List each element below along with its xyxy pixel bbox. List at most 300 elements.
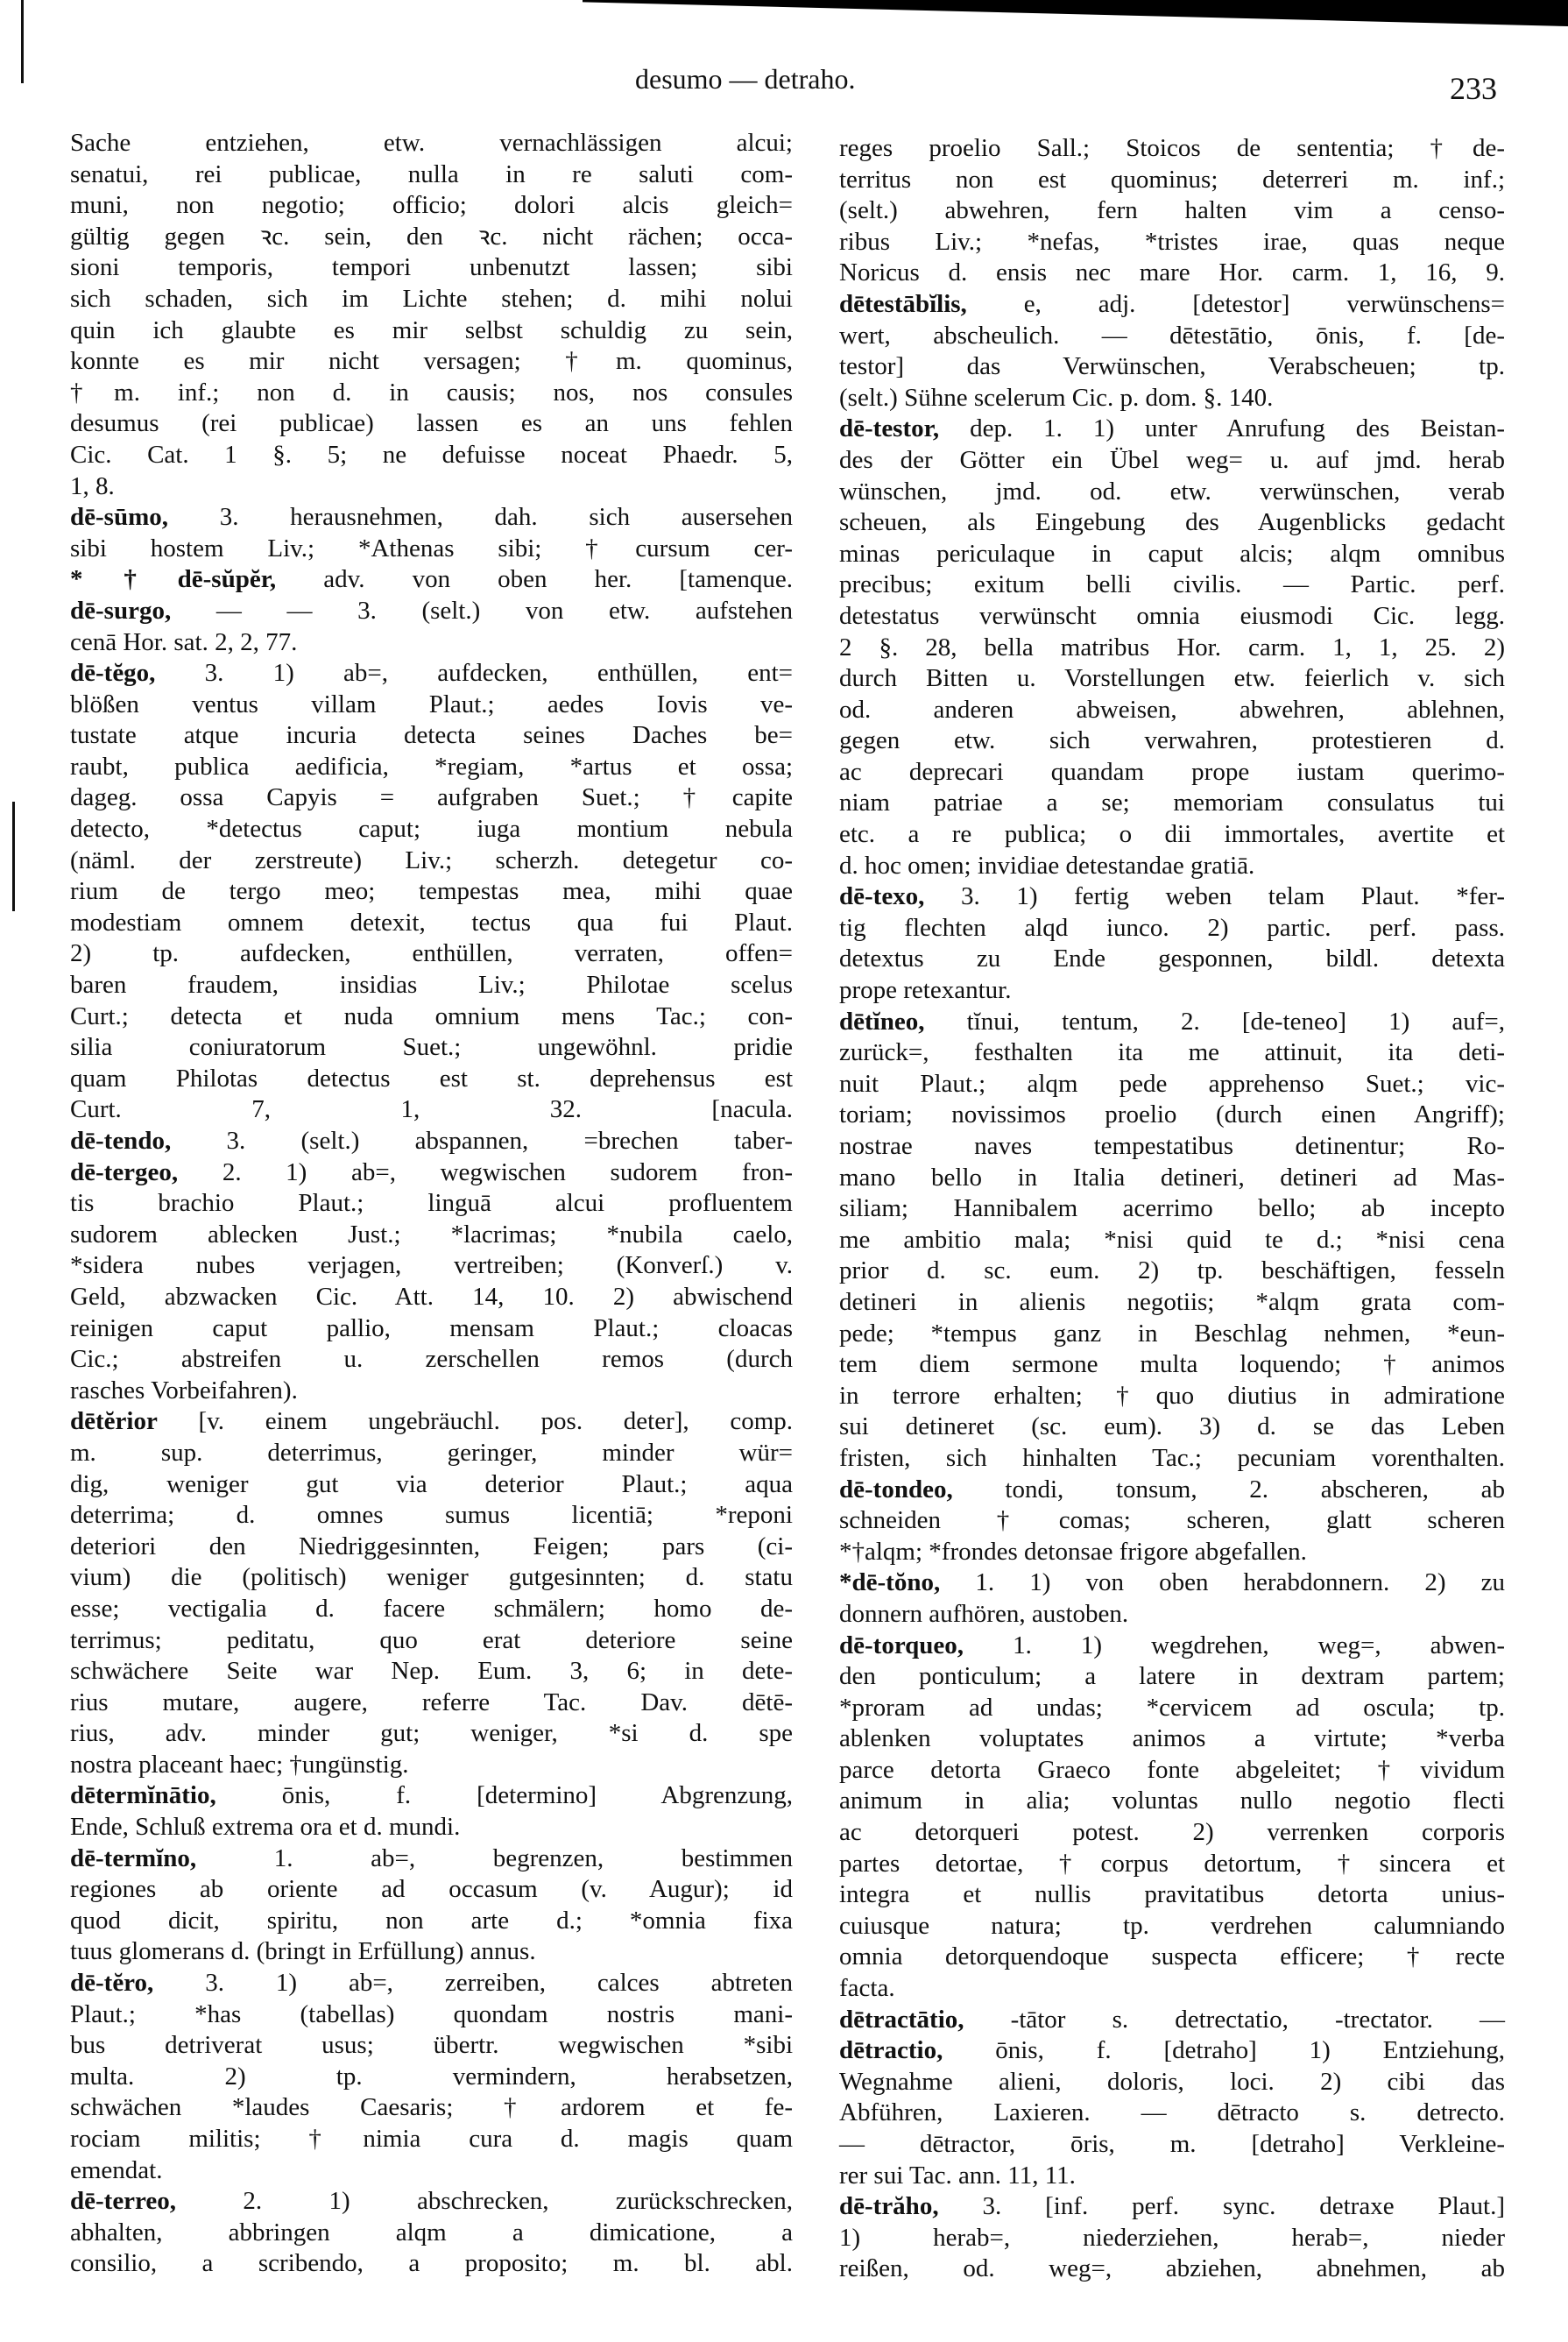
text-line: [70, 1064, 793, 1095]
headword: *†dē-sŭpĕr,: [70, 565, 277, 594]
line-text: Sache entziehen, etw. vernachlässigen alcui;: [70, 129, 793, 157]
line-text: 2 §. 28, bella matribus Hor. carm. 1, 1, 25. 2): [839, 633, 1505, 662]
line-text: -tātor s. detrectatio, -trectator. —: [1010, 2005, 1505, 2034]
line-text: pede; *tempus ganz in Beschlag nehmen, *eun-: [839, 1319, 1505, 1348]
line-text: gegen etw. sich verwahren, protestieren d.: [839, 726, 1505, 755]
headword: dē-tendo,: [70, 1127, 172, 1155]
line-text: durch Bitten u. Vorstellungen etw. feierlich v. sich: [839, 664, 1505, 693]
line-text: bus detriverat usus; übertr. wegwischen *sibi: [70, 2031, 793, 2060]
text-line: [70, 1532, 793, 1563]
entry-start-line: [839, 1475, 1505, 1506]
headword: dētestābĭlis,: [839, 289, 967, 318]
headword: *dē-tŏno,: [839, 1568, 941, 1597]
text-line: [839, 1537, 1505, 1568]
text-line: [839, 1661, 1505, 1693]
line-text: den ponticulum; a latere in dextram partem;: [839, 1662, 1505, 1691]
text-line: [839, 1879, 1505, 1911]
line-text: nostrae naves tempestatibus detinentur; Ro-: [839, 1132, 1505, 1160]
text-line: [70, 752, 793, 783]
text-line: [839, 1911, 1505, 1942]
entry-start-line: [839, 2035, 1505, 2067]
line-text: (selt.) Sühne scelerum Cic. p. dom. §. 140.: [839, 383, 1274, 412]
line-text: dageg. ossa Capyis = aufgraben Suet.; †capite: [70, 783, 793, 812]
text-line: [70, 1999, 793, 2031]
text-line: [839, 1786, 1505, 1817]
line-text: ac deprecari quandam prope iustam querimo-: [839, 757, 1505, 786]
text-line: [70, 1718, 793, 1750]
line-text: (selt.) abwehren, fern halten vim a censo-: [839, 196, 1505, 225]
text-line: [70, 534, 793, 565]
line-text: rium de tergo meo; tempestas mea, mihi quae: [70, 877, 793, 906]
text-line: [70, 1936, 793, 1968]
text-line: [70, 1438, 793, 1469]
line-text: fristen, sich hinhalten Tac.; pecuniam vorenthalten.: [839, 1443, 1505, 1472]
text-line: [70, 782, 793, 814]
line-text: donnern aufhören, austoben.: [839, 1599, 1129, 1628]
line-text: Geld, abzwacken Cic. Att. 14, 10. 2) abwischend: [70, 1282, 793, 1311]
text-line: [839, 1163, 1505, 1194]
text-line: [70, 1500, 793, 1532]
headword: dē-surgo,: [70, 596, 172, 625]
line-text: schwächen *laudes Caesaris; †ardorem et fe-: [70, 2093, 793, 2122]
text-line: [839, 570, 1505, 601]
entry-start-line: [70, 564, 793, 596]
line-text: tondi, tonsum, 2. abscheren, ab: [1005, 1475, 1505, 1504]
line-text: nostra placeant haec; †ungünstig.: [70, 1750, 409, 1779]
text-line: [839, 477, 1505, 508]
headword: dētractio,: [839, 2036, 943, 2065]
line-text: *sidera nubes verjagen, vertreiben; (Konverſ.) v.: [70, 1251, 793, 1280]
line-text: tem diem sermone multa loquendo; †animos: [839, 1350, 1505, 1379]
line-text: vium) die (politisch) weniger gutgesinnten; d. statu: [70, 1563, 793, 1592]
text-line: [70, 471, 793, 503]
line-text: siliam; Hannibalem acerrimo bello; ab incepto: [839, 1194, 1505, 1223]
entry-start-line: [70, 1126, 793, 1157]
line-text: [v. einem ungebräuchl. pos. deter], comp.: [198, 1407, 793, 1436]
text-line: [839, 1443, 1505, 1475]
text-line: [839, 1693, 1505, 1724]
text-line: [839, 1849, 1505, 1880]
text-line: [839, 944, 1505, 975]
text-line: [839, 725, 1505, 757]
text-line: [70, 1906, 793, 1937]
line-text: 1. ab=, begrenzen, bestimmen: [273, 1843, 793, 1872]
text-line: [839, 1381, 1505, 1412]
line-text: Abführen, Laxieren. — dētracto s. detrecto.: [839, 2098, 1505, 2127]
line-text: muni, non negotio; officio; dolori alcis gleich=: [70, 191, 793, 220]
text-line: [839, 1225, 1505, 1256]
text-line: [839, 695, 1505, 726]
text-line: [839, 1037, 1505, 1069]
line-text: *†alqm; *frondes detonsae frigore abgefallen.: [839, 1537, 1307, 1566]
text-line: [70, 1688, 793, 1719]
text-line: [839, 633, 1505, 664]
line-text: reißen, od. weg=, abziehen, abnehmen, ab: [839, 2254, 1505, 2283]
text-line: [70, 814, 793, 846]
text-line: [839, 1505, 1505, 1537]
text-line: [839, 1069, 1505, 1100]
entry-start-line: [839, 414, 1505, 445]
text-line: [70, 315, 793, 347]
line-text: cenā Hor. sat. 2, 2, 77.: [70, 627, 298, 656]
text-line: [70, 2155, 793, 2187]
line-text: ablenken voluptates animos a virtute; *verba: [839, 1724, 1505, 1753]
line-text: wert, abscheulich. — dētestātio, ōnis, f. [de-: [839, 321, 1505, 350]
headword: dē-texo,: [839, 882, 925, 911]
headword: dē-terreo,: [70, 2187, 177, 2216]
text-line: [70, 440, 793, 471]
text-line: [70, 690, 793, 721]
entry-start-line: [70, 1157, 793, 1189]
text-line: [70, 1094, 793, 1126]
text-line: [839, 913, 1505, 945]
text-line: [70, 378, 793, 409]
line-text: reges proelio Sall.; Stoicos de sententia; †de-: [839, 134, 1505, 162]
line-text: (näml. der zerstreute) Liv.; scherzh. detegetur co-: [70, 846, 793, 874]
text-line: [839, 2223, 1505, 2254]
text-line: [70, 1001, 793, 1033]
line-text: 3. [inf. perf. sync. detraxe Plaut.]: [982, 2192, 1505, 2221]
line-text: Cic.; abstreifen u. zerschellen remos (durch: [70, 1345, 793, 1374]
line-text: baren fraudem, insidias Liv.; Philotae scelus: [70, 971, 793, 1000]
line-text: detestatus verwünscht omnia eiusmodi Cic. legg.: [839, 601, 1505, 630]
line-text: ribus Liv.; *nefas, *tristes irae, quas neque: [839, 227, 1505, 256]
text-line: [70, 2218, 793, 2249]
text-line: [70, 2030, 793, 2062]
line-text: terrimus; peditatu, quo erat deteriore seine: [70, 1625, 793, 1654]
line-text: reinigen caput pallio, mensam Plaut.; cloacas: [70, 1313, 793, 1342]
text-line: [839, 788, 1505, 819]
text-line: [70, 1656, 793, 1688]
line-text: 1) herab=, niederziehen, herab=, nieder: [839, 2223, 1505, 2252]
text-line: [839, 445, 1505, 477]
text-line: [70, 1594, 793, 1625]
line-text: konnte es mir nicht versagen; †m. quominus,: [70, 347, 793, 376]
text-line: [839, 1942, 1505, 1973]
text-line: [839, 1131, 1505, 1163]
line-text: — — 3. (selt.) von etw. aufstehen: [215, 596, 793, 625]
line-text: detineri in alienis negotiis; *alqm grata com-: [839, 1287, 1505, 1316]
entry-start-line: [70, 658, 793, 690]
line-text: — dētractor, ōris, m. [detraho] Verkleine-: [839, 2130, 1505, 2158]
line-text: niam patriae a se; memoriam consulatus tui: [839, 789, 1505, 817]
line-text: wünschen, jmd. od. etw. verwünschen, verab: [839, 477, 1505, 506]
text-line: [839, 133, 1505, 165]
entry-start-line: [70, 502, 793, 534]
left-column: [70, 128, 793, 2280]
line-text: cuiusque natura; tp. verdrehen calumniando: [839, 1911, 1505, 1940]
line-text: animum in alia; voluntas nullo negotio flecti: [839, 1787, 1505, 1815]
headword: dētĭneo,: [839, 1007, 925, 1036]
line-text: mano bello in Italia detineri, detineri ad Mas-: [839, 1163, 1505, 1192]
text-line: [70, 1812, 793, 1843]
line-text: od. anderen abweisen, abwehren, ablehnen,: [839, 695, 1505, 724]
text-line: [70, 1313, 793, 1345]
entry-start-line: [70, 2186, 793, 2218]
text-line: [839, 539, 1505, 570]
line-text: toriam; novissimos proelio (durch einen Angriff);: [839, 1100, 1505, 1129]
text-line: [70, 2062, 793, 2093]
text-line: [839, 1599, 1505, 1631]
text-line: [70, 720, 793, 752]
line-text: d. hoc omen; invidiae detestandae gratiā.: [839, 851, 1255, 880]
text-line: [839, 851, 1505, 882]
line-text: raubt, publica aedificia, *regiam, *artus et ossa;: [70, 752, 793, 781]
text-line: [70, 190, 793, 222]
scan-margin-line: [12, 802, 15, 911]
text-line: [839, 2161, 1505, 2192]
text-line: [70, 1250, 793, 1282]
text-line: [70, 2092, 793, 2124]
line-text: silia coniuratorum Suet.; ungewöhnl. pridie: [70, 1033, 793, 1062]
line-text: gültig gegen ꝛc. sein, den ꝛc. nicht rächen; occa-: [70, 222, 793, 251]
line-text: sioni temporis, tempori unbenutzt lassen; sibi: [70, 253, 793, 282]
text-line: [839, 383, 1505, 414]
line-text: 3. 1) ab=, zerreiben, calces abtreten: [205, 1969, 793, 1998]
scan-edge-shadow: [583, 0, 1568, 26]
line-text: schwächere Seite war Nep. Eum. 3, 6; in dete-: [70, 1657, 793, 1686]
line-text: rius mutare, augere, referre Tac. Dav. dētē-: [70, 1688, 793, 1716]
running-title: desumo — detraho.: [635, 63, 856, 95]
text-line: [70, 1282, 793, 1313]
headword: dē-torqueo,: [839, 1631, 964, 1659]
text-line: [839, 227, 1505, 258]
text-line: [839, 1319, 1505, 1350]
headword: dē-tĕgo,: [70, 659, 156, 688]
line-text: 3. 1) ab=, aufdecken, enthüllen, ent=: [204, 659, 794, 688]
line-text: m. sup. deterrimus, geringer, minder wür=: [70, 1438, 793, 1467]
text-line: [70, 970, 793, 1001]
text-line: [839, 757, 1505, 789]
line-text: dig, weniger gut via deterior Plaut.; aqua: [70, 1469, 793, 1498]
text-line: [70, 1562, 793, 1594]
line-text: 2. 1) ab=, wegwischen sudorem fron-: [222, 1157, 793, 1186]
text-line: [839, 1817, 1505, 1849]
page-number: 233: [1450, 71, 1497, 106]
line-text: omnia detorquendoque suspecta efficere; †recte: [839, 1942, 1505, 1971]
line-text: schneiden †comas; scheren, glatt scheren: [839, 1506, 1505, 1535]
entry-start-line: [839, 1631, 1505, 1662]
text-line: [839, 1973, 1505, 2005]
line-text: Curt.; detecta et nuda omnium mens Tac.; con-: [70, 1001, 793, 1030]
line-text: Noricus d. ensis nec mare Hor. carm. 1, 16, 9.: [839, 258, 1505, 287]
line-text: 1. 1) wegdrehen, weg=, abwen-: [1013, 1631, 1505, 1659]
line-text: des der Götter ein Übel weg= u. auf jmd. herab: [839, 445, 1505, 474]
text-line: [70, 2248, 793, 2280]
line-text: consilio, a scribendo, a proposito; m. bl. abl.: [70, 2249, 793, 2278]
headword: dētermĭnātio,: [70, 1781, 216, 1810]
line-text: quam Philotas detectus est st. deprehensus est: [70, 1064, 793, 1093]
line-text: sibi hostem Liv.; *Athenas sibi; †cursum cer-: [70, 534, 793, 563]
text-line: [839, 1287, 1505, 1319]
text-line: [839, 1723, 1505, 1755]
headword: dē-tergeo,: [70, 1157, 179, 1186]
line-text: ac detorqueri potest. 2) verrenken corporis: [839, 1818, 1505, 1847]
line-text: Curt. 7, 1, 32. [nacula.: [70, 1095, 793, 1124]
text-line: [839, 2254, 1505, 2285]
entry-start-line: [70, 1406, 793, 1438]
line-text: multa. 2) tp. vermindern, herabsetzen,: [70, 2062, 793, 2091]
line-text: 1. 1) von oben herabdonnern. 2) zu: [975, 1568, 1505, 1597]
page-header: [0, 63, 1568, 107]
text-line: [70, 1469, 793, 1501]
line-text: deterrima; d. omnes sumus licentiā; *reponi: [70, 1501, 793, 1530]
text-line: [839, 258, 1505, 289]
entry-start-line: [70, 1843, 793, 1875]
text-line: [839, 1755, 1505, 1787]
line-text: rius, adv. minder gut; weniger, *si d. spe: [70, 1719, 793, 1748]
text-line: [70, 222, 793, 253]
line-text: Ende, Schluß extrema ora et d. mundi.: [70, 1813, 461, 1842]
entry-start-line: [70, 1968, 793, 1999]
line-text: blößen ventus villam Plaut.; aedes Iovis ve-: [70, 690, 793, 718]
line-text: partes detortae, †corpus detortum, †sincera et: [839, 1849, 1505, 1878]
entry-start-line: [839, 289, 1505, 321]
line-text: 3. herausnehmen, dah. sich ausersehen: [219, 503, 793, 532]
line-text: *proram ad undas; *cervicem ad oscula; tp.: [839, 1693, 1505, 1722]
entry-start-line: [839, 2005, 1505, 2036]
line-text: rociam militis; †nimia cura d. magis quam: [70, 2125, 793, 2153]
text-line: [839, 507, 1505, 539]
text-line: [70, 346, 793, 378]
line-text: quin ich glaubte es mir selbst schuldig zu sein,: [70, 315, 793, 344]
line-text: abhalten, abbringen alqm a dimicatione, a: [70, 2218, 793, 2246]
line-text: prope retexantur.: [839, 976, 1012, 1005]
text-line: [70, 1344, 793, 1376]
text-line: [839, 1100, 1505, 1131]
text-line: [70, 1188, 793, 1220]
line-text: rer sui Tac. ann. 11, 11.: [839, 2161, 1076, 2190]
text-line: [839, 819, 1505, 851]
line-text: quod dicit, spiritu, non arte d.; *omnia fixa: [70, 1906, 793, 1935]
line-text: senatui, rei publicae, nulla in re saluti com-: [70, 159, 793, 188]
headword: dē-sūmo,: [70, 503, 168, 532]
line-text: prior d. sc. eum. 2) tp. beschäftigen, fesseln: [839, 1256, 1505, 1285]
entry-start-line: [70, 1780, 793, 1812]
line-text: Plaut.; *has (tabellas) quondam nostris mani-: [70, 1999, 793, 2028]
line-text: territus non est quominus; deterreri m. inf.;: [839, 165, 1505, 194]
right-column: [839, 133, 1505, 2285]
text-line: [839, 601, 1505, 633]
line-text: sich schaden, sich im Lichte stehen; d. mihi nolui: [70, 284, 793, 313]
text-line: [839, 1256, 1505, 1287]
text-line: [70, 846, 793, 877]
line-text: me ambitio mala; *nisi quid te d.; *nisi cena: [839, 1225, 1505, 1254]
text-line: [839, 321, 1505, 352]
text-line: [70, 128, 793, 159]
entry-start-line: [839, 881, 1505, 913]
text-line: [70, 408, 793, 440]
text-line: [839, 1193, 1505, 1225]
line-text: sui detineret (sc. eum). 3) d. se das Leben: [839, 1412, 1505, 1441]
headword: dē-termĭno,: [70, 1843, 197, 1872]
line-text: scheuen, als Eingebung des Augenblicks gedacht: [839, 508, 1505, 537]
line-text: tustate atque incuria detecta seines Daches be=: [70, 721, 793, 750]
line-text: tig flechten alqd iunco. 2) partic. perf. pass.: [839, 913, 1505, 942]
line-text: emendat.: [70, 2155, 163, 2184]
text-line: [839, 975, 1505, 1007]
text-line: [70, 1220, 793, 1251]
text-line: [839, 165, 1505, 196]
line-text: 3. 1) fertig weben telam Plaut. *fer-: [961, 882, 1506, 911]
entry-start-line: [839, 1007, 1505, 1038]
text-line: [70, 1032, 793, 1064]
text-line: [70, 876, 793, 908]
text-line: [839, 2067, 1505, 2098]
line-text: nuit Plaut.; alqm pede apprehenso Suet.; vic-: [839, 1069, 1505, 1098]
text-line: [839, 2129, 1505, 2161]
line-text: Wegnahme alieni, doloris, loci. 2) cibi das: [839, 2067, 1505, 2096]
line-text: facta.: [839, 1974, 895, 2003]
line-text: 3. (selt.) abspannen, =brechen taber-: [226, 1127, 793, 1155]
line-text: detextus zu Ende gesponnen, bildl. detexta: [839, 945, 1505, 973]
text-line: [70, 627, 793, 659]
headword: dētractātio,: [839, 2005, 964, 2034]
text-line: [70, 1376, 793, 1407]
line-text: parce detorta Graeco fonte abgeleitet; †vividum: [839, 1755, 1505, 1784]
line-text: dep. 1. 1) unter Anrufung des Beistan-: [970, 414, 1506, 443]
line-text: sudorem ablecken Just.; *lacrimas; *nubila caelo,: [70, 1220, 793, 1249]
entry-start-line: [70, 596, 793, 627]
line-text: deteriori den Niedriggesinnten, Feigen; pars (ci-: [70, 1532, 793, 1560]
line-text: detecto, *detectus caput; iuga montium nebula: [70, 815, 793, 844]
line-text: adv. von oben her. [tamenque.: [323, 565, 793, 594]
line-text: e, adj. [detestor] verwünschens=: [1023, 289, 1505, 318]
text-line: [70, 159, 793, 191]
text-line: [839, 195, 1505, 227]
line-text: precibus; exitum belli civilis. — Partic. perf.: [839, 570, 1505, 599]
line-text: ōnis, f. [determino] Abgrenzung,: [281, 1781, 794, 1810]
line-text: etc. a re publica; o dii immortales, avertite et: [839, 820, 1505, 849]
headword: dē-tĕro,: [70, 1969, 154, 1998]
entry-start-line: [839, 2191, 1505, 2223]
line-text: zurück=, festhalten ita me attinuit, ita deti-: [839, 1038, 1505, 1067]
text-line: [839, 351, 1505, 383]
line-text: testor] das Verwünschen, Verabscheuen; tp.: [839, 352, 1505, 381]
text-line: [70, 1625, 793, 1657]
line-text: tis brachio Plaut.; linguā alcui profluentem: [70, 1189, 793, 1218]
text-line: [839, 1349, 1505, 1381]
text-line: [839, 663, 1505, 695]
headword: dē-testor,: [839, 414, 940, 443]
line-text: esse; vectigalia d. facere schmälern; homo de-: [70, 1594, 793, 1623]
line-text: minas periculaque in caput alcis; alqm omnibus: [839, 539, 1505, 568]
text-line: [70, 284, 793, 315]
line-text: integra et nullis pravitatibus detorta unius-: [839, 1880, 1505, 1909]
text-line: [70, 1750, 793, 1781]
text-line: [70, 1874, 793, 1906]
headword: dētĕrior: [70, 1407, 158, 1436]
line-text: Cic. Cat. 1 §. 5; ne defuisse noceat Phaedr. 5,: [70, 440, 793, 469]
text-line: [839, 2098, 1505, 2129]
line-text: †m. inf.; non d. in causis; nos, nos consules: [70, 378, 793, 407]
text-line: [839, 1412, 1505, 1443]
line-text: in terrore erhalten; †quo diutius in admiratione: [839, 1381, 1505, 1410]
line-text: modestiam omnem detexit, tectus qua fui Plaut.: [70, 908, 793, 937]
line-text: ōnis, f. [detraho] 1) Entziehung,: [995, 2036, 1505, 2065]
line-text: tuus glomerans d. (bringt in Erfüllung) annus.: [70, 1937, 536, 1966]
line-text: 1, 8.: [70, 471, 115, 500]
text-line: [70, 908, 793, 939]
line-text: regiones ab oriente ad occasum (v. Augur); id: [70, 1875, 793, 1904]
entry-start-line: [839, 1567, 1505, 1599]
line-text: desumus (rei publicae) lassen es an uns fehlen: [70, 409, 793, 438]
line-text: rasches Vorbeifahren).: [70, 1376, 298, 1404]
headword: dē-trăho,: [839, 2192, 939, 2221]
line-text: 2. 1) abschrecken, zurückschrecken,: [243, 2187, 793, 2216]
text-line: [70, 2124, 793, 2155]
line-text: tĭnui, tentum, 2. [de-teneo] 1) auf=,: [966, 1007, 1505, 1036]
